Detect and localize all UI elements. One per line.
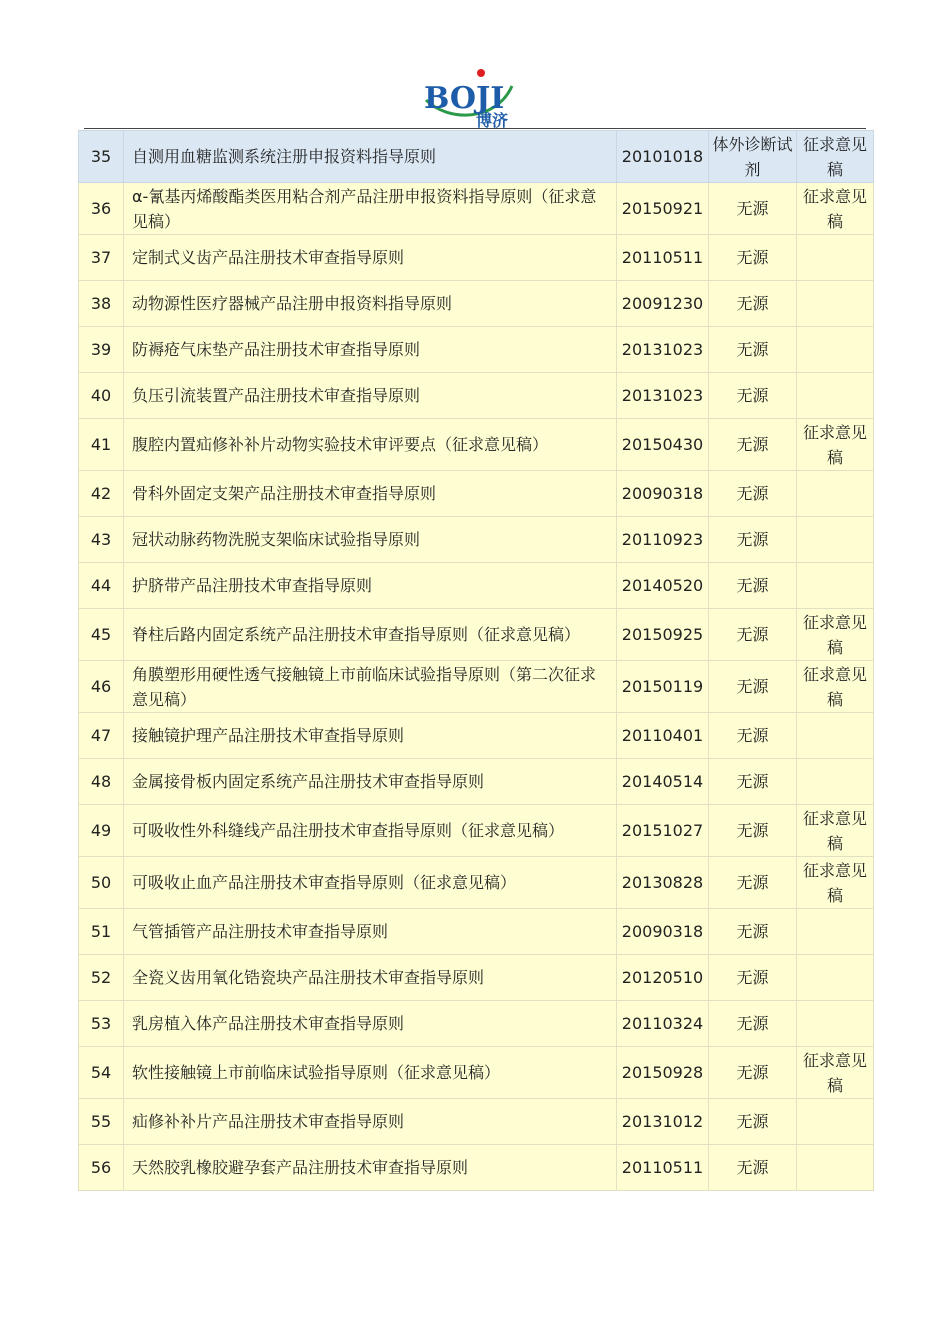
row-number: 43 [79, 517, 124, 563]
device-type: 无源 [709, 1145, 797, 1191]
table-row [79, 609, 874, 661]
device-type: 无源 [709, 955, 797, 1001]
status-note: 征求意见稿 [797, 609, 874, 661]
status-note [797, 1001, 874, 1047]
device-type: 无源 [709, 327, 797, 373]
row-number: 40 [79, 373, 124, 419]
device-type: 无源 [709, 373, 797, 419]
issue-date: 20101018 [617, 131, 709, 183]
issue-date: 20110401 [617, 713, 709, 759]
row-number: 48 [79, 759, 124, 805]
guideline-name: 可吸收性外科缝线产品注册技术审查指导原则（征求意见稿） [124, 805, 617, 857]
status-note [797, 1099, 874, 1145]
table-row [79, 1047, 874, 1099]
guideline-table [78, 130, 874, 1191]
row-number: 36 [79, 183, 124, 235]
status-note [797, 281, 874, 327]
issue-date: 20131012 [617, 1099, 709, 1145]
row-number: 38 [79, 281, 124, 327]
row-number: 49 [79, 805, 124, 857]
device-type: 无源 [709, 183, 797, 235]
guideline-name: 护脐带产品注册技术审查指导原则 [124, 563, 617, 609]
issue-date: 20151027 [617, 805, 709, 857]
boji-logo [418, 64, 528, 128]
issue-date: 20150119 [617, 661, 709, 713]
table-row [79, 281, 874, 327]
status-note [797, 517, 874, 563]
status-note [797, 327, 874, 373]
device-type: 无源 [709, 563, 797, 609]
guideline-name: 金属接骨板内固定系统产品注册技术审查指导原则 [124, 759, 617, 805]
issue-date: 20110511 [617, 1145, 709, 1191]
device-type: 无源 [709, 759, 797, 805]
row-number: 55 [79, 1099, 124, 1145]
status-note [797, 909, 874, 955]
issue-date: 20150430 [617, 419, 709, 471]
status-note [797, 1145, 874, 1191]
issue-date: 20120510 [617, 955, 709, 1001]
device-type: 无源 [709, 713, 797, 759]
guideline-name: 自测用血糖监测系统注册申报资料指导原则 [124, 131, 617, 183]
status-note: 征求意见稿 [797, 805, 874, 857]
status-note: 征求意见稿 [797, 1047, 874, 1099]
table-row [79, 373, 874, 419]
guideline-name: 腹腔内置疝修补补片动物实验技术审评要点（征求意见稿） [124, 419, 617, 471]
table-row [79, 517, 874, 563]
table-row [79, 563, 874, 609]
row-number: 42 [79, 471, 124, 517]
table-row [79, 327, 874, 373]
table-row [79, 805, 874, 857]
issue-date: 20131023 [617, 327, 709, 373]
issue-date: 20131023 [617, 373, 709, 419]
table-row [79, 857, 874, 909]
table-row [79, 419, 874, 471]
guideline-name: 动物源性医疗器械产品注册申报资料指导原则 [124, 281, 617, 327]
issue-date: 20130828 [617, 857, 709, 909]
device-type: 无源 [709, 281, 797, 327]
table-row [79, 1099, 874, 1145]
row-number: 50 [79, 857, 124, 909]
row-number: 46 [79, 661, 124, 713]
issue-date: 20140520 [617, 563, 709, 609]
device-type: 无源 [709, 909, 797, 955]
table-row [79, 661, 874, 713]
status-note [797, 759, 874, 805]
guideline-name: 脊柱后路内固定系统产品注册技术审查指导原则（征求意见稿） [124, 609, 617, 661]
issue-date: 20090318 [617, 471, 709, 517]
guideline-name: 角膜塑形用硬性透气接触镜上市前临床试验指导原则（第二次征求意见稿） [124, 661, 617, 713]
table-row [79, 713, 874, 759]
table-row [79, 471, 874, 517]
device-type: 无源 [709, 609, 797, 661]
row-number: 41 [79, 419, 124, 471]
issue-date: 20150925 [617, 609, 709, 661]
status-note [797, 471, 874, 517]
row-number: 47 [79, 713, 124, 759]
row-number: 39 [79, 327, 124, 373]
table-row [79, 759, 874, 805]
table-row [79, 955, 874, 1001]
table-row [79, 1001, 874, 1047]
device-type: 无源 [709, 1001, 797, 1047]
table-body [79, 131, 874, 1191]
issue-date: 20110324 [617, 1001, 709, 1047]
issue-date: 20150921 [617, 183, 709, 235]
guideline-name: 骨科外固定支架产品注册技术审查指导原则 [124, 471, 617, 517]
row-number: 44 [79, 563, 124, 609]
status-note [797, 373, 874, 419]
guideline-name: 软性接触镜上市前临床试验指导原则（征求意见稿） [124, 1047, 617, 1099]
guideline-name: 气管插管产品注册技术审查指导原则 [124, 909, 617, 955]
issue-date: 20090318 [617, 909, 709, 955]
row-number: 52 [79, 955, 124, 1001]
guideline-name: 冠状动脉药物洗脱支架临床试验指导原则 [124, 517, 617, 563]
device-type: 无源 [709, 471, 797, 517]
status-note [797, 235, 874, 281]
row-number: 37 [79, 235, 124, 281]
device-type: 无源 [709, 1047, 797, 1099]
status-note: 征求意见稿 [797, 419, 874, 471]
device-type: 体外诊断试剂 [709, 131, 797, 183]
status-note: 征求意见稿 [797, 857, 874, 909]
status-note: 征求意见稿 [797, 183, 874, 235]
row-number: 53 [79, 1001, 124, 1047]
device-type: 无源 [709, 857, 797, 909]
guideline-name: 接触镜护理产品注册技术审查指导原则 [124, 713, 617, 759]
device-type: 无源 [709, 1099, 797, 1145]
guideline-name: α-氰基丙烯酸酯类医用粘合剂产品注册申报资料指导原则（征求意见稿） [124, 183, 617, 235]
status-note [797, 713, 874, 759]
svg-text:BOJI: BOJI [424, 81, 505, 116]
status-note: 征求意见稿 [797, 661, 874, 713]
device-type: 无源 [709, 661, 797, 713]
row-number: 45 [79, 609, 124, 661]
guideline-name: 可吸收止血产品注册技术审查指导原则（征求意见稿） [124, 857, 617, 909]
device-type: 无源 [709, 517, 797, 563]
guideline-name: 乳房植入体产品注册技术审查指导原则 [124, 1001, 617, 1047]
guideline-name: 天然胶乳橡胶避孕套产品注册技术审查指导原则 [124, 1145, 617, 1191]
guideline-name: 负压引流装置产品注册技术审查指导原则 [124, 373, 617, 419]
status-note [797, 955, 874, 1001]
status-note: 征求意见稿 [797, 131, 874, 183]
guideline-name: 定制式义齿产品注册技术审查指导原则 [124, 235, 617, 281]
table-row [79, 235, 874, 281]
row-number: 51 [79, 909, 124, 955]
guideline-name: 防褥疮气床垫产品注册技术审查指导原则 [124, 327, 617, 373]
issue-date: 20140514 [617, 759, 709, 805]
device-type: 无源 [709, 419, 797, 471]
device-type: 无源 [709, 235, 797, 281]
table-row [79, 1145, 874, 1191]
device-type: 无源 [709, 805, 797, 857]
issue-date: 20150928 [617, 1047, 709, 1099]
row-number: 35 [79, 131, 124, 183]
table-row [79, 131, 874, 183]
table-row [79, 909, 874, 955]
header-rule [84, 128, 866, 129]
row-number: 54 [79, 1047, 124, 1099]
issue-date: 20110511 [617, 235, 709, 281]
issue-date: 20110923 [617, 517, 709, 563]
guideline-name: 疝修补补片产品注册技术审查指导原则 [124, 1099, 617, 1145]
guideline-name: 全瓷义齿用氧化锆瓷块产品注册技术审查指导原则 [124, 955, 617, 1001]
issue-date: 20091230 [617, 281, 709, 327]
row-number: 56 [79, 1145, 124, 1191]
status-note [797, 563, 874, 609]
svg-text:博济: 博济 [476, 111, 509, 128]
table-row [79, 183, 874, 235]
